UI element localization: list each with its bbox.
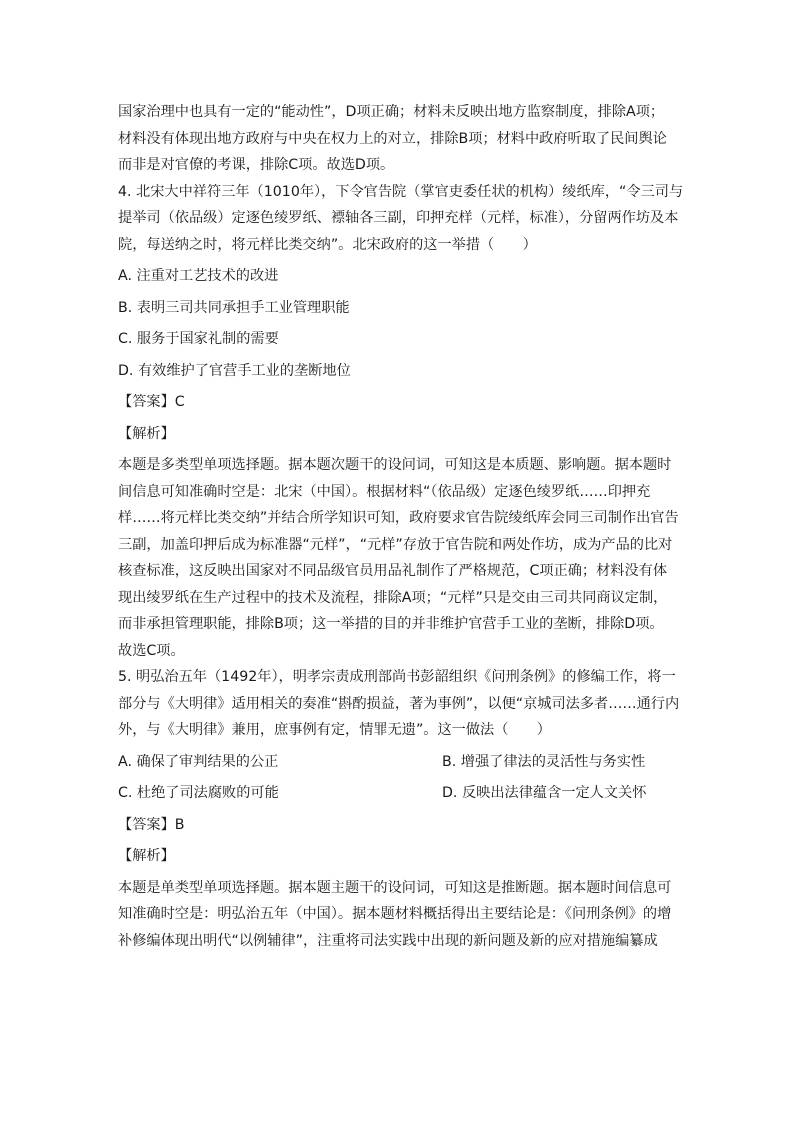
option-row	[118, 749, 678, 776]
option-c: C. 杜绝了司法腐败的可能	[118, 785, 279, 801]
text-line: 材料没有体现出地方政府与中央在权力上的对立，排除B项；材料中政府听取了民间舆论	[118, 130, 667, 147]
analysis-line: 本题是多类型单项选择题。据本题次题干的设问词，可知这是本质题、影响题。据本题时	[118, 457, 672, 473]
question-stem-line: 外，与《大明律》兼用，庶事例有定，情罪无遗”。这一做法（ ）	[118, 722, 551, 738]
text-line: 而非是对官僚的考课，排除C项。故选D项。	[118, 157, 395, 173]
analysis-line: 知准确时空是：明弘治五年（中国）。据本题材料概括得出主要结论是：《问刑条例》的增	[118, 906, 672, 922]
analysis-line: 样……将元样比类交纳”并结合所学知识可知，政府要求官告院绫纸库会同三司制作出官告	[118, 510, 679, 526]
question-stem-line: 部分与《大明律》适用相关的奏准“斟酌损益，著为事例”，以便“京城司法多者……通行内	[118, 695, 680, 712]
option-a: A. 注重对工艺技术的改进	[118, 268, 279, 284]
question-stem-line: 5. 明弘治五年（1492年），明孝宗责成刑部尚书彭韶组织《问刑条例》的修编工作，将一	[118, 669, 676, 685]
question-5	[118, 664, 678, 954]
analysis-line: 现出绫罗纸在生产过程中的技术及流程，排除A项；“元样”只是交由三司共同商议定制，	[118, 589, 668, 606]
analysis-line: 间信息可知准确时空是：北宋（中国）。根据材料“（依品级）定逐色绫罗纸……印押充	[118, 483, 651, 500]
text-line: 国家治理中也具有一定的“能动性”，D项正确；材料未反映出地方监察制度，排除A项；	[118, 104, 665, 120]
option-b: B. 表明三司共同承担手工业管理职能	[118, 299, 350, 316]
answer-label: 【答案】C	[118, 394, 185, 410]
option-d: D. 有效维护了官营手工业的垄断地位	[118, 362, 351, 379]
document-body	[118, 99, 684, 954]
analysis-line: 补修编体现出明代“以例辅律”，注重将司法实践中出现的新问题及新的应对措施编纂成	[118, 932, 658, 949]
question-stem-line: 院，每送纳之时，将元样比类交纳”。北宋政府的这一举措（ ）	[118, 236, 537, 253]
answer-label: 【答案】B	[118, 816, 185, 833]
analysis-line: 三副，加盖印押后成为标准器“元样”，“元样”存放于官告院和两处作坊，成为产品的比对	[118, 536, 673, 553]
analysis-label: 【解析】	[118, 848, 175, 864]
option-row	[118, 780, 678, 807]
option-b: B. 增强了律法的灵活性与务实性	[442, 753, 646, 770]
option-d: D. 反映出法律蕴含一定人文关怀	[442, 785, 647, 801]
analysis-line: 本题是单类型单项选择题。据本题主题干的设问词，可知这是推断题。据本题时间信息可	[118, 879, 672, 896]
analysis-line: 而非承担管理职能，排除B项；这一举措的目的并非维护官营手工业的垄断，排除D项。	[118, 616, 664, 632]
analysis-label: 【解析】	[118, 425, 175, 442]
question-stem-line: 4. 北宋大中祥符三年（1010年），下令官告院（掌官吏委任状的机构）绫纸库，“令三司与	[118, 183, 684, 200]
option-a: A. 确保了审判结果的公正	[118, 753, 279, 770]
option-c: C. 服务于国家礼制的需要	[118, 331, 279, 347]
question-stem-line: 提举司（依品级）定逐色绫罗纸、褾轴各三副，印押充样（元样，标准），分留两作坊及本	[118, 210, 679, 226]
question-4	[118, 179, 684, 665]
analysis-line: 故选C项。	[118, 642, 185, 659]
analysis-line: 核查标准，这反映出国家对不同品级官员用品礼制作了严格规范，C项正确；材料没有体	[118, 563, 668, 579]
